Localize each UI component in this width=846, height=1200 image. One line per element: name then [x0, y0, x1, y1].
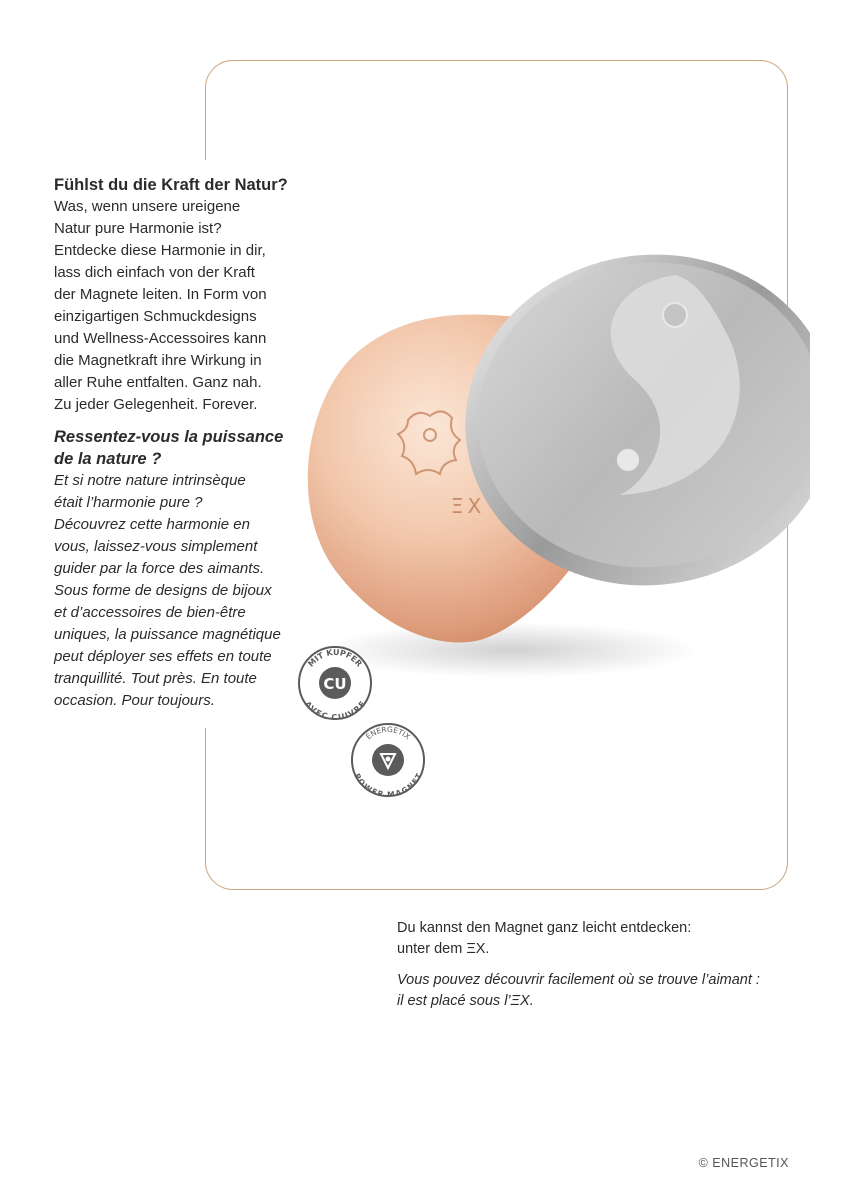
copper-badge-top-text: MIT KUPFER — [306, 647, 364, 669]
body-fr-line: vous, laissez-vous simplement — [54, 538, 258, 555]
pendant-engraving: ΞX — [450, 494, 486, 518]
heading-fr-line: Ressentez-vous la puissance — [54, 428, 284, 446]
body-de-line: die Magnetkraft ihre Wirkung in — [54, 352, 262, 369]
body-fr-line: peut déployer ses effets en toute — [54, 648, 272, 665]
copyright: © ENERGETIX — [698, 1156, 789, 1170]
body-fr-line: tranquillité. Tout près. En toute — [54, 670, 257, 687]
body-fr-line: et d’accessoires de bien-être — [54, 604, 246, 621]
body-de-line: der Magnete leiten. In Form von — [54, 286, 267, 303]
copper-badge — [297, 645, 373, 721]
heading-fr-line: de la nature ? — [54, 450, 162, 468]
note-fr-line: Vous pouvez découvrir facilement où se trouve l’aimant : — [397, 972, 760, 988]
body-de-line: Was, wenn unsere ureigene — [54, 198, 241, 215]
body-de-line: und Wellness-Accessoires kann — [54, 330, 267, 347]
product-shadow — [320, 622, 700, 678]
power-magnet-badge — [350, 722, 426, 798]
copper-badge-bottom-text: AVEC CUIVRE — [302, 699, 368, 721]
note-fr-line: il est placé sous l’ΞX. — [397, 993, 534, 1009]
magnet-badge-bottom-text: POWER MAGNET — [352, 771, 424, 798]
body-de-line: lass dich einfach von der Kraft — [54, 264, 255, 281]
body-de-line: Zu jeder Gelegenheit. Forever. — [54, 396, 258, 413]
magnet-badge-top-text: ENERGETIX — [364, 724, 412, 742]
body-fr-line: occasion. Pour toujours. — [54, 692, 215, 709]
body-de-line: aller Ruhe entfalten. Ganz nah. — [54, 374, 262, 391]
body-fr-line: Sous forme de designs de bijoux — [54, 582, 272, 599]
body-de-line: Entdecke diese Harmonie in dir, — [54, 242, 266, 259]
body-fr-line: Et si notre nature intrinsèque — [54, 472, 246, 489]
magnet-location-note — [397, 918, 797, 1012]
note-de-line: unter dem ΞX. — [397, 941, 490, 957]
body-de-line: Natur pure Harmonie ist? — [54, 220, 222, 237]
body-fr-line: uniques, la puissance magnétique — [54, 626, 281, 643]
body-fr-line: était l’harmonie pure ? — [54, 494, 203, 511]
intro-text-column — [40, 160, 300, 728]
body-fr-line: guider par la force des aimants. — [54, 560, 265, 577]
heading-de: Fühlst du die Kraft der Natur? — [54, 176, 288, 194]
copper-badge-symbol: CU — [323, 675, 347, 693]
note-de-line: Du kannst den Magnet ganz leicht entdecken: — [397, 920, 692, 936]
body-de-line: einzigartigen Schmuckdesigns — [54, 308, 257, 325]
body-fr-line: Découvrez cette harmonie en — [54, 516, 250, 533]
product-image — [290, 230, 810, 690]
